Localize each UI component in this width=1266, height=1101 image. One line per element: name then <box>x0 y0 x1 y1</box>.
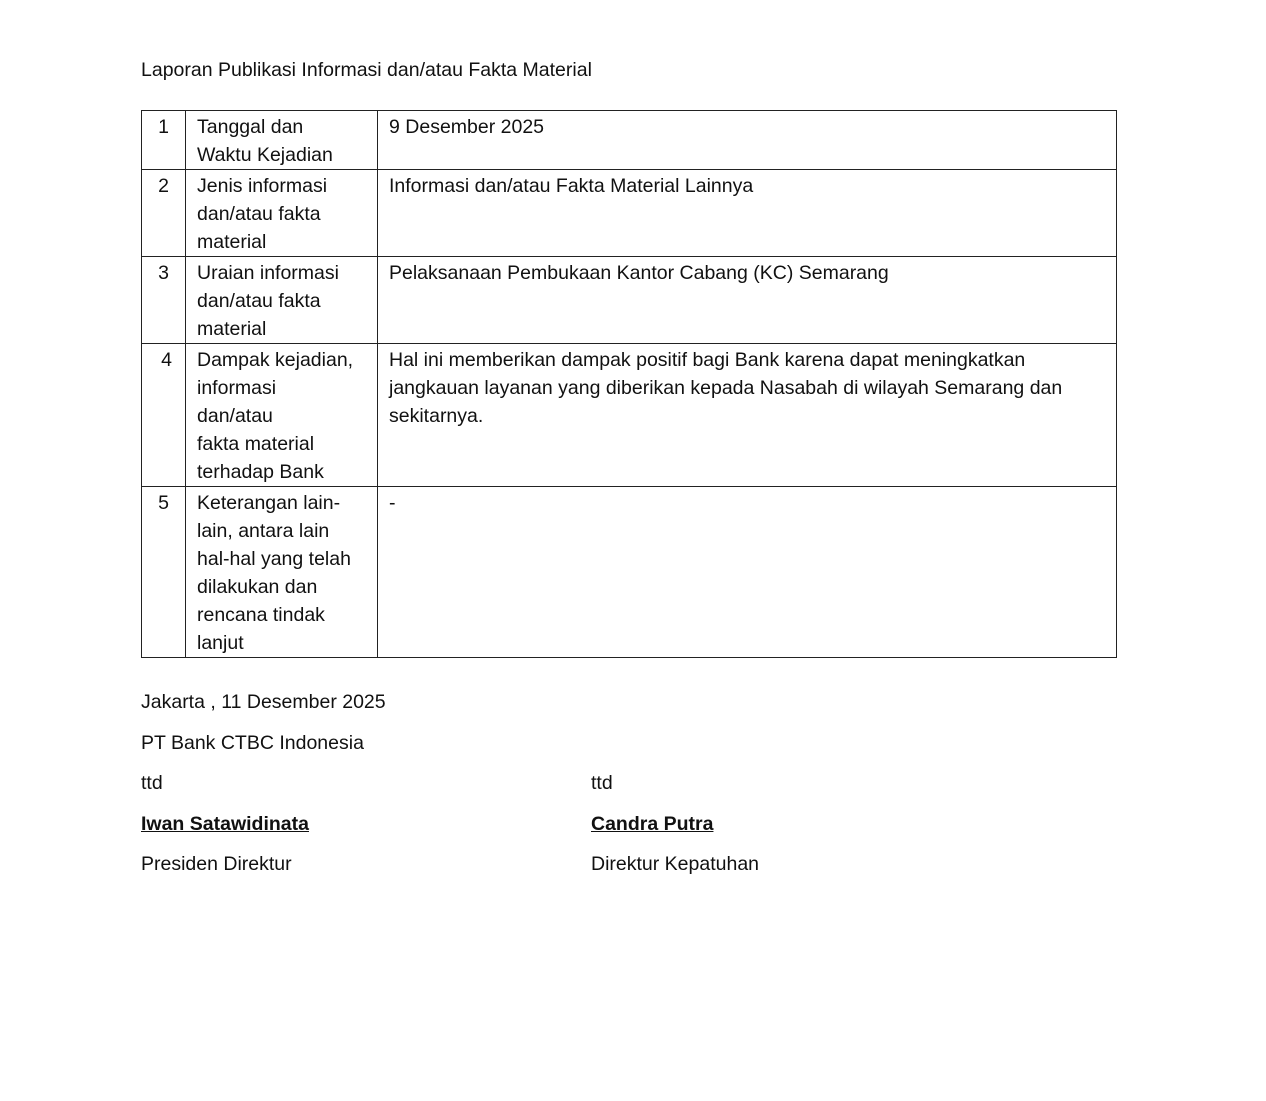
row-label: Tanggal dan Waktu Kejadian <box>186 111 378 170</box>
row-value: 9 Desember 2025 <box>378 111 1117 170</box>
company-name: PT Bank CTBC Indonesia <box>141 731 364 754</box>
row-label: Jenis informasi dan/atau fakta material <box>186 170 378 257</box>
row-label: Keterangan lain- lain, antara lain hal-hal yang telah dilakukan dan rencana tindak lanjut <box>186 487 378 658</box>
signer-right <box>591 769 1041 891</box>
signer-position: Presiden Direktur <box>141 853 292 875</box>
facts-table <box>141 110 1117 658</box>
signer-position: Direktur Kepatuhan <box>591 853 760 875</box>
signer-name: Candra Putra <box>591 812 714 835</box>
place-date: Jakarta , 11 Desember 2025 <box>141 691 386 713</box>
table-row <box>142 170 1117 257</box>
signer-left <box>141 769 591 891</box>
row-number: 2 <box>142 170 186 257</box>
signers <box>141 769 1121 891</box>
row-label: Uraian informasi dan/atau fakta material <box>186 257 378 344</box>
row-value: Pelaksanaan Pembukaan Kantor Cabang (KC) Semarang <box>378 257 1117 344</box>
signer-ttd: ttd <box>591 772 613 794</box>
table-row <box>142 111 1117 170</box>
document-title: Laporan Publikasi Informasi dan/atau Fakta Material <box>141 59 592 81</box>
row-number: 1 <box>142 111 186 170</box>
row-value: Hal ini memberikan dampak positif bagi Bank karena dapat meningkatkan jangkauan layanan yang diberikan kepada Nasabah di wilayah Semarang dan sekitarnya. <box>378 344 1117 487</box>
row-number: 3 <box>142 257 186 344</box>
table-row <box>142 257 1117 344</box>
table-row <box>142 487 1117 658</box>
signature-block <box>141 688 1121 891</box>
row-value: Informasi dan/atau Fakta Material Lainnya <box>378 170 1117 257</box>
row-label: Dampak kejadian, informasi dan/atau fakta material terhadap Bank <box>186 344 378 487</box>
row-number: 5 <box>142 487 186 658</box>
row-value: - <box>378 487 1117 658</box>
signer-name: Iwan Satawidinata <box>141 812 309 835</box>
row-number: 4 <box>142 344 186 487</box>
table-row <box>142 344 1117 487</box>
signer-ttd: ttd <box>141 772 163 794</box>
